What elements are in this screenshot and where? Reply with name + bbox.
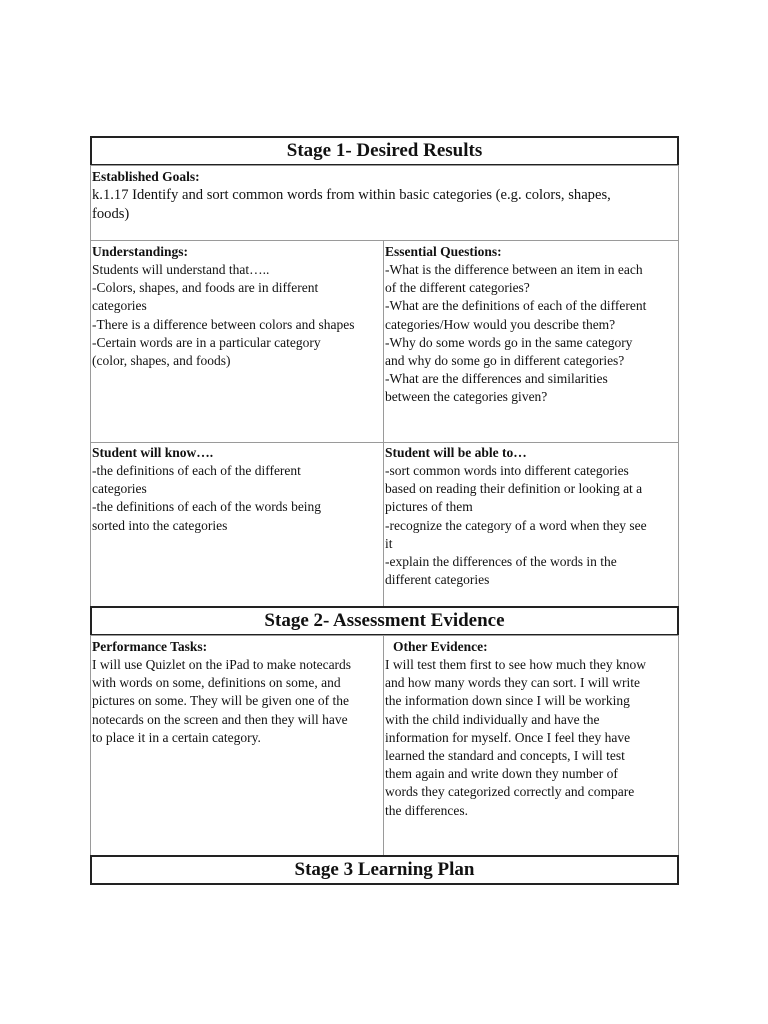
stage3-title-text: Stage 3 Learning Plan	[294, 859, 475, 880]
stage1-title	[90, 136, 679, 166]
essential-questions-cell	[383, 240, 679, 443]
other-evidence-line: words they categorized correctly and compare	[385, 784, 635, 800]
able-to-line: based on reading their definition or looking at a	[385, 481, 643, 497]
essential-question-line: and why do some go in different categories?	[385, 353, 625, 369]
able-to-line: -recognize the category of a word when they see	[385, 517, 647, 533]
performance-task-line: pictures on some. They will be given one of the	[92, 693, 349, 709]
other-evidence-line: information for myself. Once I feel they have	[385, 729, 631, 745]
able-to-line: it	[385, 535, 393, 551]
other-evidence-line: I will test them first to see how much they know	[385, 657, 646, 672]
performance-task-line: to place it in a certain category.	[92, 729, 261, 745]
able-to-line: different categories	[385, 572, 490, 588]
other-evidence-cell	[383, 635, 679, 857]
essential-question-line: between the categories given?	[385, 389, 548, 405]
essential-question-line: -Why do some words go in the same category	[385, 334, 633, 350]
performance-task-line: notecards on the screen and then they will have	[92, 711, 348, 727]
stage1-title-text: Stage 1- Desired Results	[286, 140, 483, 161]
will-know-cell	[90, 442, 384, 607]
performance-task-line: with words on some, definitions on some, and	[92, 675, 341, 691]
other-evidence-line: with the child individually and have the	[385, 711, 600, 727]
other-evidence-line: and how many words they can sort. I will write	[385, 675, 640, 691]
understandings-line: categories	[92, 298, 147, 314]
performance-task-line: I will use Quizlet on the iPad to make notecards	[92, 657, 352, 672]
performance-tasks-cell	[90, 635, 384, 857]
understandings-line: -There is a difference between colors and shapes	[92, 316, 355, 332]
stage2-title	[90, 606, 679, 636]
able-to-cell	[383, 442, 679, 607]
able-to-heading: Student will be able to…	[385, 445, 527, 460]
able-to-line: pictures of them	[385, 499, 473, 515]
essential-questions-heading: Essential Questions:	[385, 244, 502, 259]
goal-line-1: k.1.17 Identify and sort common words from within basic categories (e.g. colors, shapes,	[92, 187, 611, 203]
other-evidence-line: the information down since I will be working	[385, 693, 630, 709]
other-evidence-line: the differences.	[385, 802, 468, 818]
essential-question-line: -What is the difference between an item in each	[385, 262, 643, 277]
established-goals-cell	[90, 165, 679, 241]
essential-question-line: -What are the differences and similarities	[385, 371, 608, 387]
will-know-heading: Student will know….	[92, 445, 214, 460]
understandings-line: -Colors, shapes, and foods are in different	[92, 280, 319, 296]
will-know-line: -the definitions of each of the different	[92, 463, 301, 478]
able-to-line: -explain the differences of the words in the	[385, 554, 617, 570]
understandings-line: (color, shapes, and foods)	[92, 353, 231, 369]
performance-tasks-heading: Performance Tasks:	[92, 639, 208, 654]
able-to-line: -sort common words into different categories	[385, 463, 629, 478]
stage3-title	[90, 855, 679, 885]
will-know-line: categories	[92, 481, 147, 497]
other-evidence-line: learned the standard and concepts, I will test	[385, 748, 625, 764]
understandings-cell	[90, 240, 384, 443]
essential-question-line: -What are the definitions of each of the different	[385, 298, 647, 314]
understandings-line: -Certain words are in a particular category	[92, 334, 321, 350]
understandings-line: Students will understand that…..	[92, 262, 270, 277]
established-goals-label: Established Goals:	[92, 169, 200, 184]
essential-question-line: of the different categories?	[385, 280, 530, 296]
understandings-heading: Understandings:	[92, 244, 189, 259]
goal-line-2: foods)	[92, 206, 130, 222]
essential-question-line: categories/How would you describe them?	[385, 316, 616, 332]
other-evidence-line: them again and write down they number of	[385, 766, 618, 782]
will-know-line: sorted into the categories	[92, 517, 228, 533]
other-evidence-heading: Other Evidence:	[393, 639, 488, 654]
will-know-line: -the definitions of each of the words being	[92, 499, 322, 515]
stage2-title-text: Stage 2- Assessment Evidence	[264, 610, 505, 631]
